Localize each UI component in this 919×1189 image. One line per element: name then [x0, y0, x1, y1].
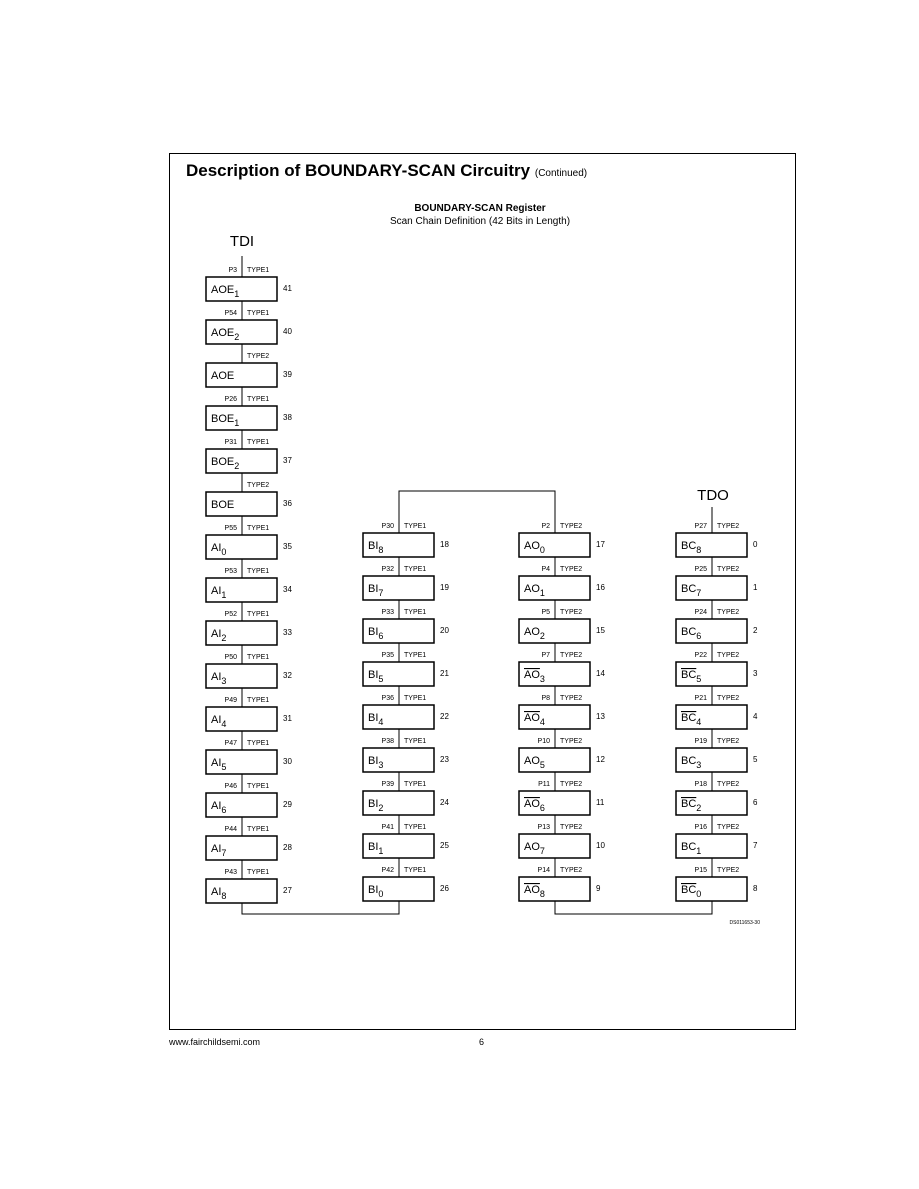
cell-pin-label: P16: [694, 824, 707, 831]
cell-pin-label: P41: [381, 824, 394, 831]
cell-pin-label: P39: [381, 781, 394, 788]
cell-bit-number: 39: [283, 370, 292, 379]
cell-type-label: TYPE1: [247, 783, 270, 790]
cell-type-label: TYPE1: [404, 652, 427, 659]
scan-cell-0-12: [206, 774, 292, 817]
cell-bit-number: 0: [753, 540, 758, 549]
scan-cell-2-3: [519, 643, 605, 686]
cell-signal-name: $BC_5$: [681, 669, 702, 684]
cell-signal-name: $AO_6$: [524, 798, 545, 813]
cell-pin-label: P53: [224, 568, 237, 575]
cell-type-label: TYPE2: [560, 523, 583, 530]
page-title-continued: (Continued): [534, 168, 588, 179]
cell-pin-label: P14: [537, 867, 550, 874]
cell-type-label: TYPE2: [717, 652, 740, 659]
footer-url[interactable]: www.fairchildsemi.com: [169, 1037, 261, 1047]
cell-signal-name: $AI_3$: [211, 671, 227, 686]
scan-cell-3-6: [676, 772, 758, 815]
cell-type-label: TYPE2: [717, 781, 740, 788]
cell-bit-number: 7: [753, 841, 758, 850]
cell-signal-name: $BC_8$: [681, 540, 702, 555]
cell-pin-label: P44: [224, 826, 237, 833]
cell-signal-name: BOE: [211, 499, 235, 511]
cell-signal-name: $AI_5$: [211, 757, 227, 772]
cell-bit-number: 12: [596, 755, 605, 764]
cell-type-label: TYPE1: [404, 566, 427, 573]
scan-chain-wires: [242, 256, 712, 914]
cell-type-label: TYPE2: [717, 523, 740, 530]
cell-bit-number: 38: [283, 413, 292, 422]
cell-bit-number: 21: [440, 669, 449, 678]
cell-type-label: TYPE2: [560, 824, 583, 831]
cell-bit-number: 17: [596, 540, 605, 549]
cell-bit-number: 20: [440, 626, 449, 635]
cell-pin-label: P31: [224, 439, 237, 446]
scan-cell-0-1: [206, 301, 292, 344]
scan-cell-1-4: [363, 686, 449, 729]
scan-cell-1-1: [363, 557, 449, 600]
cell-signal-name: $BI_1$: [368, 841, 384, 856]
cell-signal-name: $BOE_2$: [211, 456, 240, 471]
tdi-label: TDI: [229, 233, 255, 250]
cell-bit-number: 35: [283, 542, 292, 551]
cell-type-label: TYPE2: [717, 695, 740, 702]
cell-pin-label: P38: [381, 738, 394, 745]
cell-signal-name: $AI_6$: [211, 800, 227, 815]
cell-signal-name: $AI_8$: [211, 886, 227, 901]
scan-cell-0-10: [206, 688, 292, 731]
cell-type-label: TYPE2: [717, 867, 740, 874]
cell-bit-number: 5: [753, 755, 758, 764]
cell-pin-label: P54: [224, 310, 237, 317]
cell-type-label: TYPE1: [247, 439, 270, 446]
cell-type-label: TYPE2: [560, 695, 583, 702]
cell-pin-label: P30: [381, 523, 394, 530]
cell-pin-label: P2: [541, 523, 550, 530]
cell-type-label: TYPE2: [560, 738, 583, 745]
cell-pin-label: P15: [694, 867, 707, 874]
cell-signal-name: $BI_6$: [368, 626, 384, 641]
cell-type-label: TYPE2: [247, 482, 270, 489]
cell-bit-number: 37: [283, 456, 292, 465]
cell-pin-label: P47: [224, 740, 237, 747]
cell-signal-name: $AO_7$: [524, 841, 545, 856]
cell-type-label: TYPE2: [717, 738, 740, 745]
scan-cell-0-5: [206, 473, 292, 516]
cell-type-label: TYPE2: [247, 353, 270, 360]
cell-signal-name: $BI_8$: [368, 540, 384, 555]
cell-bit-number: 8: [753, 884, 758, 893]
cell-signal-name: $AO_0$: [524, 540, 545, 555]
cell-bit-number: 28: [283, 843, 292, 852]
cell-pin-label: P18: [694, 781, 707, 788]
cell-pin-label: P42: [381, 867, 394, 874]
cell-bit-number: 23: [440, 755, 449, 764]
cell-bit-number: 15: [596, 626, 605, 635]
cell-pin-label: P5: [541, 609, 550, 616]
scan-cell-0-11: [206, 731, 292, 774]
cell-pin-label: P46: [224, 783, 237, 790]
cell-type-label: TYPE2: [560, 781, 583, 788]
cell-signal-name: $BC_4$: [681, 712, 702, 727]
scan-cell-2-1: [519, 557, 605, 600]
cell-signal-name: $AO_5$: [524, 755, 545, 770]
cell-bit-number: 22: [440, 712, 449, 721]
cell-type-label: TYPE2: [717, 609, 740, 616]
cell-type-label: TYPE1: [247, 568, 270, 575]
cell-signal-name: $BC_1$: [681, 841, 702, 856]
cell-bit-number: 19: [440, 583, 449, 592]
scan-cell-1-8: [363, 858, 449, 901]
cell-signal-name: $AI_1$: [211, 585, 227, 600]
cell-type-label: TYPE1: [247, 396, 270, 403]
tdo-label: TDO: [697, 487, 729, 504]
cell-signal-name: $AI_2$: [211, 628, 227, 643]
cell-type-label: TYPE1: [404, 781, 427, 788]
cell-pin-label: P22: [694, 652, 707, 659]
cell-signal-name: $BC_6$: [681, 626, 702, 641]
cell-pin-label: P21: [694, 695, 707, 702]
cell-signal-name: $AI_7$: [211, 843, 227, 858]
cell-signal-name: $AOE_2$: [211, 327, 240, 342]
cell-signal-name: $AI_4$: [211, 714, 227, 729]
cell-pin-label: P26: [224, 396, 237, 403]
cell-pin-label: P25: [694, 566, 707, 573]
footer-page-number: 6: [479, 1037, 485, 1047]
cell-type-label: TYPE2: [560, 609, 583, 616]
cell-pin-label: P43: [224, 869, 237, 876]
scan-cell-0-7: [206, 559, 292, 602]
cell-signal-name: $BI_7$: [368, 583, 384, 598]
cell-bit-number: 33: [283, 628, 292, 637]
figure-reference-code: DS011653-30: [729, 920, 760, 926]
cell-signal-name: $AO_8$: [524, 884, 545, 899]
cell-pin-label: P55: [224, 525, 237, 532]
cell-type-label: TYPE2: [560, 652, 583, 659]
cell-signal-name: $AO_2$: [524, 626, 545, 641]
scan-cell-2-4: [519, 686, 605, 729]
cell-bit-number: 31: [283, 714, 292, 723]
cell-bit-number: 4: [753, 712, 758, 721]
cell-bit-number: 30: [283, 757, 292, 766]
cell-pin-label: P36: [381, 695, 394, 702]
scan-cell-0-9: [206, 645, 292, 688]
cell-bit-number: 11: [596, 798, 605, 807]
scan-cell-3-5: [676, 729, 758, 772]
cell-type-label: TYPE1: [247, 654, 270, 661]
scan-cell-1-7: [363, 815, 449, 858]
cell-type-label: TYPE1: [247, 611, 270, 618]
scan-cell-1-0: [363, 514, 449, 557]
cell-bit-number: 36: [283, 499, 292, 508]
cell-bit-number: 41: [283, 284, 292, 293]
scan-cell-0-2: [206, 344, 292, 387]
page-title-text: Description of BOUNDARY-SCAN Circuitry: [186, 161, 531, 180]
cell-type-label: TYPE1: [404, 867, 427, 874]
scan-cell-3-0: [676, 514, 758, 557]
scan-cell-0-6: [206, 516, 292, 559]
cell-pin-label: P7: [541, 652, 550, 659]
top-link-bi-ao: [399, 491, 555, 514]
cell-bit-number: 40: [283, 327, 292, 336]
cell-type-label: TYPE1: [404, 695, 427, 702]
cell-signal-name: $AOE_1$: [211, 284, 240, 299]
scan-cell-3-2: [676, 600, 758, 643]
cell-pin-label: P11: [538, 781, 550, 788]
cell-pin-label: P8: [541, 695, 550, 702]
cell-pin-label: P33: [381, 609, 394, 616]
cell-pin-label: P52: [224, 611, 237, 618]
scan-cell-0-13: [206, 817, 292, 860]
cell-type-label: TYPE1: [404, 738, 427, 745]
cell-pin-label: P4: [541, 566, 550, 573]
cell-pin-label: P24: [694, 609, 707, 616]
scan-cell-3-7: [676, 815, 758, 858]
cell-pin-label: P3: [228, 267, 237, 274]
cell-bit-number: 14: [596, 669, 605, 678]
scan-cell-0-3: [206, 387, 292, 430]
scan-cell-3-1: [676, 557, 758, 600]
scan-cell-1-3: [363, 643, 449, 686]
cell-signal-name: $AO_4$: [524, 712, 545, 727]
cell-pin-label: P19: [694, 738, 707, 745]
diagram-subtitle: Scan Chain Definition (42 Bits in Length): [389, 216, 571, 227]
cell-signal-name: $BC_2$: [681, 798, 702, 813]
cell-signal-name: $BI_4$: [368, 712, 384, 727]
cell-pin-label: P27: [694, 523, 707, 530]
cell-pin-label: P32: [381, 566, 394, 573]
cell-bit-number: 13: [596, 712, 605, 721]
cell-type-label: TYPE1: [247, 697, 270, 704]
cell-signal-name: $BI_5$: [368, 669, 384, 684]
scan-cell-0-0: [206, 258, 292, 301]
cell-type-label: TYPE2: [560, 566, 583, 573]
cell-type-label: TYPE2: [717, 824, 740, 831]
scan-cell-0-4: [206, 430, 292, 473]
scan-chain-cells: [206, 258, 758, 903]
cell-type-label: TYPE1: [247, 525, 270, 532]
cell-signal-name: $BC_3$: [681, 755, 702, 770]
cell-bit-number: 3: [753, 669, 758, 678]
cell-signal-name: AOE: [211, 370, 235, 382]
scan-cell-1-6: [363, 772, 449, 815]
scan-cell-1-2: [363, 600, 449, 643]
cell-type-label: TYPE1: [404, 824, 427, 831]
cell-type-label: TYPE1: [247, 826, 270, 833]
cell-type-label: TYPE1: [404, 523, 427, 530]
cell-pin-label: P50: [224, 654, 237, 661]
scan-cell-3-3: [676, 643, 758, 686]
scan-cell-3-8: [676, 858, 758, 901]
scan-cell-2-5: [519, 729, 605, 772]
cell-bit-number: 10: [596, 841, 605, 850]
scan-cell-2-6: [519, 772, 605, 815]
cell-type-label: TYPE1: [404, 609, 427, 616]
cell-pin-label: P13: [537, 824, 550, 831]
scan-cell-3-4: [676, 686, 758, 729]
scan-cell-2-2: [519, 600, 605, 643]
cell-bit-number: 32: [283, 671, 292, 680]
cell-signal-name: $BOE_1$: [211, 413, 240, 428]
cell-bit-number: 27: [283, 886, 292, 895]
cell-signal-name: $BI_0$: [368, 884, 384, 899]
cell-bit-number: 34: [283, 585, 292, 594]
cell-bit-number: 26: [440, 884, 449, 893]
bottom-link-ao-bc: [555, 901, 712, 914]
cell-type-label: TYPE2: [717, 566, 740, 573]
cell-signal-name: $AO_1$: [524, 583, 545, 598]
cell-signal-name: $BI_2$: [368, 798, 384, 813]
cell-bit-number: 18: [440, 540, 449, 549]
scan-cell-2-7: [519, 815, 605, 858]
cell-pin-label: P35: [381, 652, 394, 659]
scan-cell-1-5: [363, 729, 449, 772]
cell-signal-name: $BI_3$: [368, 755, 384, 770]
scan-cell-2-8: [519, 858, 601, 901]
cell-signal-name: $AI_0$: [211, 542, 227, 557]
cell-pin-label: P49: [224, 697, 237, 704]
cell-type-label: TYPE1: [247, 740, 270, 747]
cell-bit-number: 29: [283, 800, 292, 809]
cell-signal-name: $BC_7$: [681, 583, 702, 598]
scan-cell-0-8: [206, 602, 292, 645]
cell-bit-number: 1: [753, 583, 758, 592]
cell-bit-number: 2: [753, 626, 758, 635]
cell-type-label: TYPE1: [247, 310, 270, 317]
scan-cell-2-0: [519, 514, 605, 557]
cell-bit-number: 25: [440, 841, 449, 850]
cell-type-label: TYPE2: [560, 867, 583, 874]
cell-bit-number: 24: [440, 798, 449, 807]
cell-bit-number: 16: [596, 583, 605, 592]
diagram-title: BOUNDARY-SCAN Register: [414, 203, 546, 214]
cell-signal-name: $AO_3$: [524, 669, 545, 684]
scan-cell-0-14: [206, 860, 292, 903]
cell-pin-label: P10: [537, 738, 550, 745]
cell-type-label: TYPE1: [247, 267, 270, 274]
cell-bit-number: 6: [753, 798, 758, 807]
cell-type-label: TYPE1: [247, 869, 270, 876]
cell-signal-name: $BC_0$: [681, 884, 702, 899]
cell-bit-number: 9: [596, 884, 601, 893]
